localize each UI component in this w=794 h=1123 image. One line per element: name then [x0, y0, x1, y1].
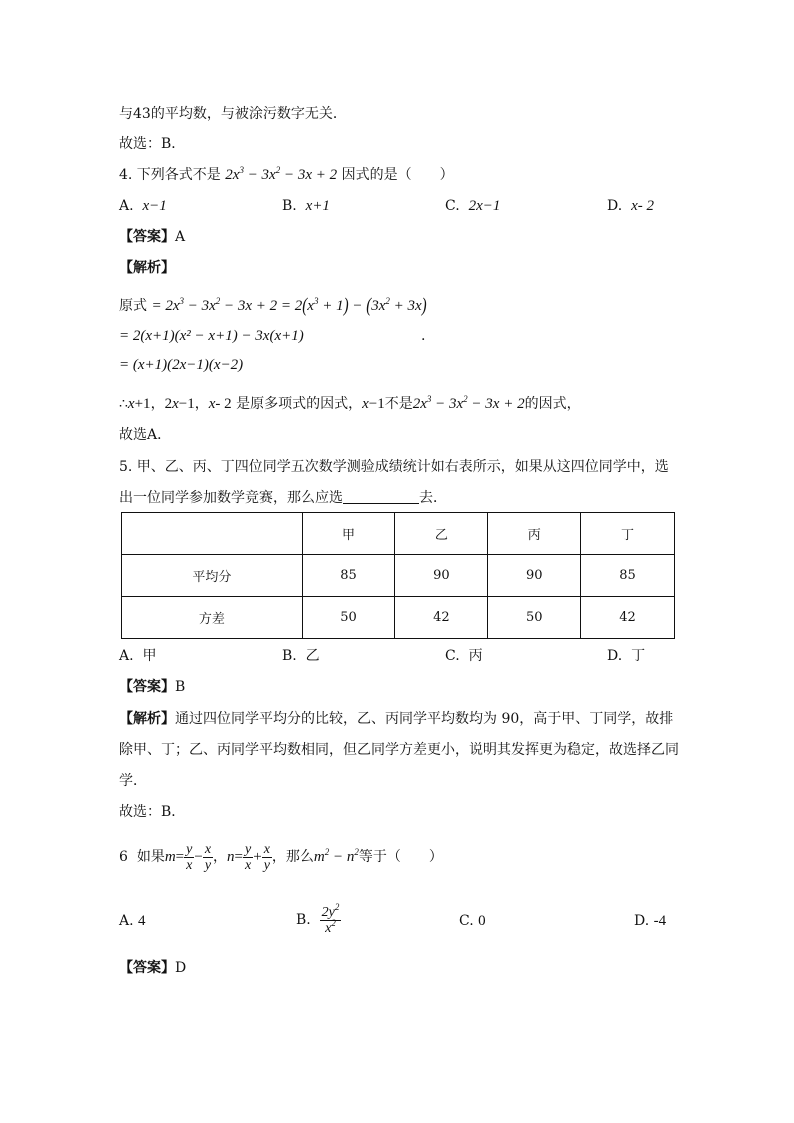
q5-analysis-line3: 学． [119, 773, 147, 789]
q5-stem-line1: 5. 甲、乙、丙、丁四位同学五次数学测验成绩统计如右表所示，如果从这四位同学中，选 [119, 459, 669, 475]
q4-step2: = 2(x+1)(x² − x+1) − 3x(x+1) [119, 328, 304, 344]
table-row [122, 597, 675, 639]
table-row [122, 555, 675, 597]
q4-conclusion-end: 的因式， [524, 396, 581, 412]
table-cell: 90 [395, 555, 488, 597]
q4-answer [119, 227, 185, 247]
q5-score-table [121, 512, 675, 639]
table-header-cell: 乙 [395, 513, 488, 555]
q4-analysis-label: 【解析】 [119, 260, 175, 276]
table-cell: 42 [581, 597, 675, 639]
q6-answer-label: 【答案】 [119, 960, 175, 976]
intro-choice: 故选：B． [119, 136, 186, 152]
table-header-cell: 丙 [488, 513, 581, 555]
table-header-cell: 丁 [581, 513, 675, 555]
q4-conclusion: ∴x+1，2x−1，x- 2 是原多项式的因式，x−1不是$2x^3 - 3x^2 - 3x + 2$的因式， [119, 394, 581, 412]
q5-option-d[interactable]: D. 丁 [607, 648, 646, 664]
table-cell: 42 [395, 597, 488, 639]
q4-stem [119, 165, 454, 185]
q5-analysis-line1: 【解析】通过四位同学平均分的比较，乙、丙同学平均数均为 90，高于甲、丁同学，故排 [119, 711, 674, 727]
q4-option-c[interactable]: C. 2x−1 [445, 198, 501, 214]
table-header-cell [122, 513, 303, 555]
table-cell: 方差 [122, 597, 303, 639]
q4-answer-value: A [175, 229, 186, 245]
table-cell: 90 [488, 555, 581, 597]
q4-choice: 故选A． [119, 427, 172, 443]
table-cell: 50 [302, 597, 395, 639]
q5-answer-blank[interactable] [343, 489, 419, 504]
q6-stem-mid: ，那么 [271, 849, 314, 865]
q4-step1-prefix: 原式 [119, 298, 147, 314]
q6-number: 6 [119, 849, 128, 865]
q4-step-dot: . [421, 328, 426, 344]
q6-option-a[interactable]: A. 4 [119, 913, 146, 929]
q4-stem-suffix: 因式的是（ ） [341, 167, 454, 183]
q6-answer-value: D [175, 960, 187, 976]
q6-answer [119, 958, 186, 978]
q5-option-b[interactable]: B. 乙 [282, 648, 320, 664]
table-header-cell: 甲 [302, 513, 395, 555]
table-header-row [122, 513, 675, 555]
q4-option-d[interactable]: D. x- 2 [607, 198, 654, 214]
q6-stem: 6 如果m= $\frac{y}{x}$ − $\frac{x}{y}$ ，n= $\frac{y}{x}$ + $\frac{x}{y}$ ，那么$m^2 - n^2$等于（ ） [119, 841, 443, 873]
q5-analysis-line2: 除甲、丁；乙、丙同学平均数相同，但乙同学方差更小，说明其发挥更为稳定，故选择乙同 [119, 742, 679, 758]
q5-answer-value: B [175, 679, 186, 695]
q4-step1: 原式 = $2x^3 - 3x^2 - 3x + 2 = 2(x^3 + 1) - (3x^2 + 3x)$ [119, 295, 427, 317]
table-cell: 85 [581, 555, 675, 597]
q4-step3: = (x+1)(2x−1)(x−2) [119, 357, 244, 373]
q4-option-b[interactable]: B. x+1 [282, 198, 330, 214]
q5-answer [119, 677, 185, 697]
table-cell: 50 [488, 597, 581, 639]
q6-option-c[interactable]: C. 0 [459, 913, 486, 929]
q4-option-a[interactable]: A. x−1 [119, 198, 167, 214]
intro-line: 与43的平均数，与被涂污数字无关． [119, 106, 347, 122]
q5-answer-label: 【答案】 [119, 679, 175, 695]
q4-polynomial: $2x^3 - 3x^2 - 3x + 2$ [225, 165, 338, 183]
q4-conclusion-mid: 是原多项式的因式， [236, 396, 363, 412]
q6-stem-prefix: 如果 [136, 849, 165, 865]
table-cell: 平均分 [122, 555, 303, 597]
q5-stem-line2: 出一位同学参加数学竞赛，那么应选 去． [119, 490, 447, 506]
q6-option-b[interactable]: B. $\frac{2y^2}{x^2}$ [296, 901, 340, 936]
q6-option-d[interactable]: D. -4 [634, 913, 667, 929]
table-cell: 85 [302, 555, 395, 597]
q5-choice: 故选：B． [119, 804, 186, 820]
q6-stem-suffix: 等于（ ） [358, 849, 443, 865]
q5-option-a[interactable]: A. 甲 [119, 648, 157, 664]
q5-option-c[interactable]: C. 丙 [445, 648, 483, 664]
q4-stem-prefix: 4. 下列各式不是 [119, 167, 221, 183]
q4-answer-label: 【答案】 [119, 229, 175, 245]
